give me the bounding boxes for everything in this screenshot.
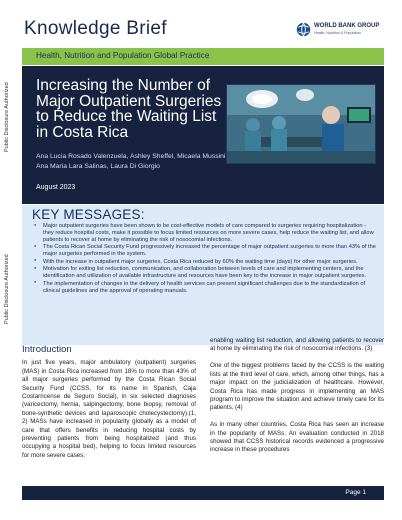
world-bank-logo (296, 22, 384, 42)
logo-subtitle: Health, Nutrition & Population (314, 31, 362, 35)
body-column-left (22, 340, 196, 469)
brief-type-title: Knowledge Brief (24, 18, 167, 39)
author-list: Ana Lucia Rosado Valenzuela, Ashley Sheffel, Micaela Mussini, Ana Maria Lara Salinas, Laura Di Giorgio (36, 153, 228, 170)
brief-title: Increasing the Number of Major Outpatient Surgeries to Reduce the Waiting List in Costa Rica (36, 77, 222, 141)
hero-banner (22, 66, 384, 204)
key-message-item: ▪ The implementation of changes in the delivery of health services can present significant challenges due to the standardization of clinical guidelines and the approval of operating manuals. (34, 281, 376, 295)
key-message-item: ▪ With the increase in outpatient major surgeries, Costa Rica reduced by 60% the waiting time (days) for other major surgeries. (34, 259, 376, 266)
key-messages-box (22, 205, 384, 345)
surgery-photo (226, 84, 376, 164)
logo-name: WORLD BANK GROUP (314, 23, 380, 29)
body-paragraph: In just five years, major ambulatory (outpatient) surgeries (MAS) in Costa Rica increased from 18% to more than 43% of all major surgeries performed by the Costa Rican Social Security Fund (CCSS, for its name in Spanish, Caja Costarricense de Seguro Social), in six selected diagnoses (varicectomy, hernia, salpingectomy, bone biopsy, removal of bone-synthetic devices and laparoscopic cholecystectomy).(1, 2) MASs have increased in popularity globally as a model of care that offers benefits in reducing hospital costs by preventing patients from being hospitalized (and thus occupying a hospital bed), helping to focus limited resources for more severe cases, (22, 359, 196, 459)
body-paragraph: As in many other countries, Costa Rica has seen an increase in the popularity of MASs. An evaluation conducted in 2018 showed that CCSS historical records evidenced a progressive increase in these procedures (210, 421, 384, 454)
publication-date: August 2023 (36, 184, 76, 191)
key-message-item: ▪ The Costa Rican Social Security Fund progressively increased the percentage of major outpatient surgeries to more than 43% of the major surgeries performed in the system. (34, 244, 376, 258)
body-paragraph: One of the biggest problems faced by the CCSS is the waiting lists at the third level of care, which, among other things, has a major impact on the judicialization of healthcare. However, Costa Rica has made progress in implementing an MAS program to improve the situation and achieve timely care for its patients. (4) (210, 362, 384, 412)
brief-header (22, 14, 384, 42)
introduction-heading: Introduction (22, 344, 72, 355)
operating-room-illustration (227, 85, 376, 164)
key-message-item: ▪ Major outpatient surgeries have been shown to be cost-effective models of care compared to surgeries requiring hospitalization - they reduce hospital costs, make it possible to focus limited resources on more severe cases, help reduce the waiting list, and allow patients to recover at home by eliminating the risk of nosocomial infections. (34, 223, 376, 244)
body-paragraph: enabling waiting list reduction, and allowing patients to recover at home by eliminating the risk of nosocomial infections. (3) (210, 337, 384, 353)
disclosure-label-top: Public Disclosure Authorized (4, 82, 10, 152)
globe-icon (296, 22, 311, 37)
body-column-right (210, 337, 384, 463)
key-messages-list (34, 223, 376, 295)
practice-bar: Health, Nutrition and Population Global Practice (22, 48, 384, 65)
key-message-item: ▪ Motivation for exiting list reduction, communication, and collaboration between levels of care and implementing centers, and the identification and utilization of available infrastructure and resources have been key to the increase in major outpatient surgeries. (34, 266, 376, 280)
page-number: Page 1 (345, 489, 366, 496)
page-footer (22, 486, 384, 500)
key-messages-title: KEY MESSAGES: (32, 207, 145, 222)
disclosure-label-bottom: Public Disclosure Authorized (4, 254, 10, 324)
